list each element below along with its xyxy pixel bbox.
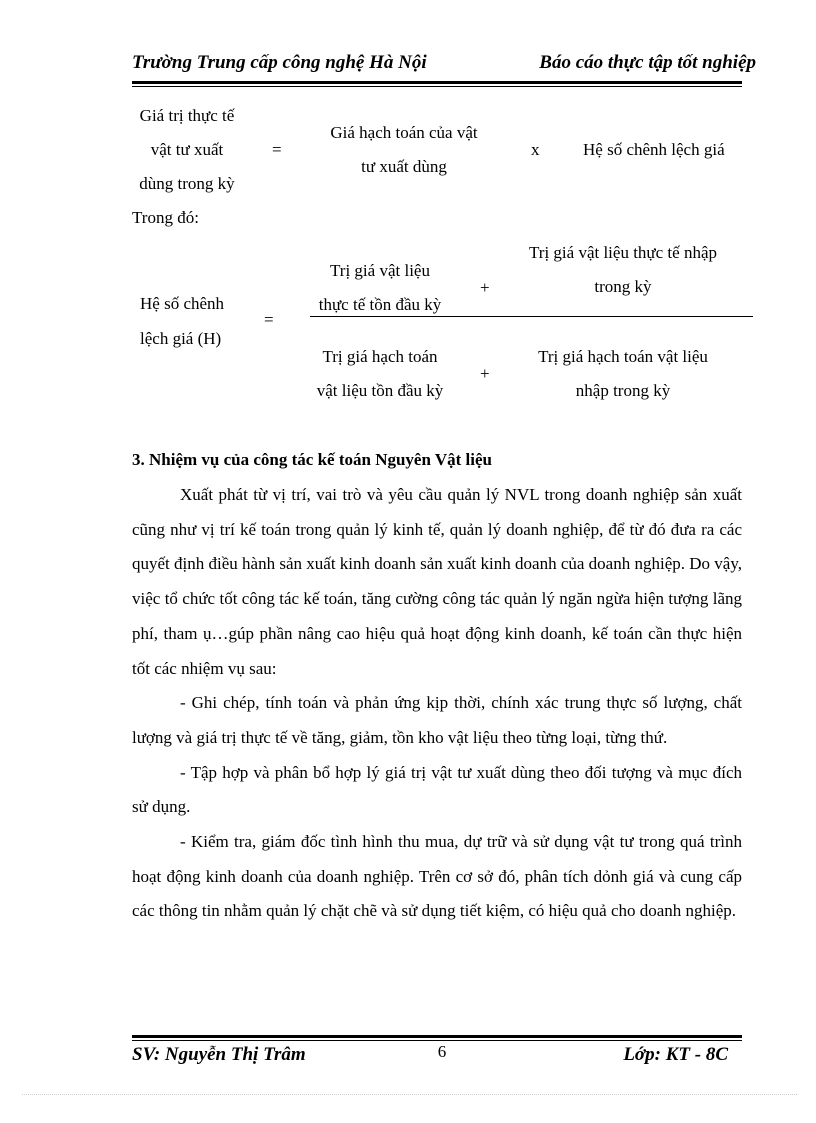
paragraph: - Ghi chép, tính toán và phản ứng kịp thời, chính xác trung thực số lượng, chất lượng và giá trị thực tế về tăng, giảm, tồn kho vật liệu theo từng loại, từng thứ. — [132, 693, 742, 747]
section-body — [132, 478, 742, 929]
page-bottom-border — [22, 1094, 797, 1095]
formula2-lhs-line: Hệ số chênh — [140, 294, 225, 313]
formula1-lhs-line: dùng trong kỳ — [139, 174, 235, 193]
formula1-term2: Hệ số chênh lệch giá — [583, 140, 725, 159]
header-school: Trường Trung cấp công nghệ Hà Nội — [132, 52, 427, 73]
footer-class: Lớp: KT - 8C — [623, 1044, 728, 1065]
formula2-num-left-line: thực tế tồn đầu kỳ — [318, 295, 442, 314]
formula1-equals: = — [272, 140, 282, 159]
paragraph: Xuất phát từ vị trí, vai trò và yêu cầu quản lý NVL trong doanh nghiệp sản xuất cũng như vị trí kế toán trong quản lý kinh tế, quản lý doanh nghiệp, để từ đó đưa ra các quyết định điều hành sản xuất kinh doanh sản xuất kinh doanh của doanh nghiệp. Do vậy, việc tổ chức tốt công tác kế toán, tăng cường công tác quản lý ngăn ngừa hiện tượng lãng phí, tham ụ…gúp phần nâng cao hiệu quả hoạt động kinh doanh, kế toán cần thực hiện tốt các nhiệm vụ sau: — [132, 485, 742, 678]
formula2-num-plus: + — [480, 278, 490, 297]
formula2-den-right-line: nhập trong kỳ — [575, 381, 671, 400]
formula1-times: x — [531, 140, 540, 159]
footer-rule-thin — [132, 1040, 742, 1041]
header-report-title: Báo cáo thực tập tốt nghiệp — [539, 52, 756, 73]
header-rule — [132, 81, 742, 84]
formula2-num-left-line: Trị giá vật liệu — [330, 261, 430, 280]
header-rule-thin — [132, 86, 742, 87]
section-heading: 3. Nhiệm vụ của công tác kế toán Nguyên Vật liệu — [132, 450, 492, 469]
page-number: 6 — [437, 1042, 447, 1061]
paragraph: - Tập hợp và phân bổ hợp lý giá trị vật tư xuất dùng theo đối tượng và mục đích sử dụng. — [132, 762, 742, 817]
formula1-term1 — [312, 116, 496, 184]
formula2-num-right-line: trong kỳ — [594, 277, 652, 296]
formula2-lhs-line: lệch giá (H) — [140, 329, 222, 348]
formula1-lhs-line: Giá trị thực tế — [139, 106, 235, 125]
formula1-term1-line: tư xuất dùng — [361, 157, 447, 176]
formula2-num-right-line: Trị giá vật liệu thực tế nhập — [529, 243, 717, 262]
formula2-den-left — [300, 340, 460, 408]
formula1-term1-line: Giá hạch toán của vật — [330, 123, 478, 142]
formula1-lhs — [118, 99, 256, 201]
paragraph: - Kiểm tra, giám đốc tình hình thu mua, dự trữ và sử dụng vật tư trong quá trình hoạt động kinh doanh của doanh nghiệp. Trên cơ sở đó, phân tích dỏnh giá và cung cấp các thông tin nhằm quản lý chặt chẽ và sử dụng tiết kiệm, có hiệu quả cho doanh nghiệp. — [132, 832, 742, 921]
footer-student: SV: Nguyễn Thị Trâm — [132, 1044, 306, 1065]
formula2-den-left-line: vật liệu tồn đầu kỳ — [316, 381, 444, 400]
formula2-den-plus: + — [480, 364, 490, 383]
formula2-den-left-line: Trị giá hạch toán — [322, 347, 438, 366]
formula2-equals: = — [264, 310, 274, 329]
formula2-lhs — [140, 286, 224, 356]
footer-rule — [132, 1035, 742, 1038]
trong-do-label: Trong đó: — [132, 208, 199, 227]
formula2-num-right — [510, 236, 736, 304]
formula2-den-right — [510, 340, 736, 408]
formula2-num-left — [300, 254, 460, 322]
formula1-lhs-line: vật tư xuất — [150, 140, 224, 159]
fraction-bar — [310, 316, 753, 317]
formula2-den-right-line: Trị giá hạch toán vật liệu — [538, 347, 708, 366]
